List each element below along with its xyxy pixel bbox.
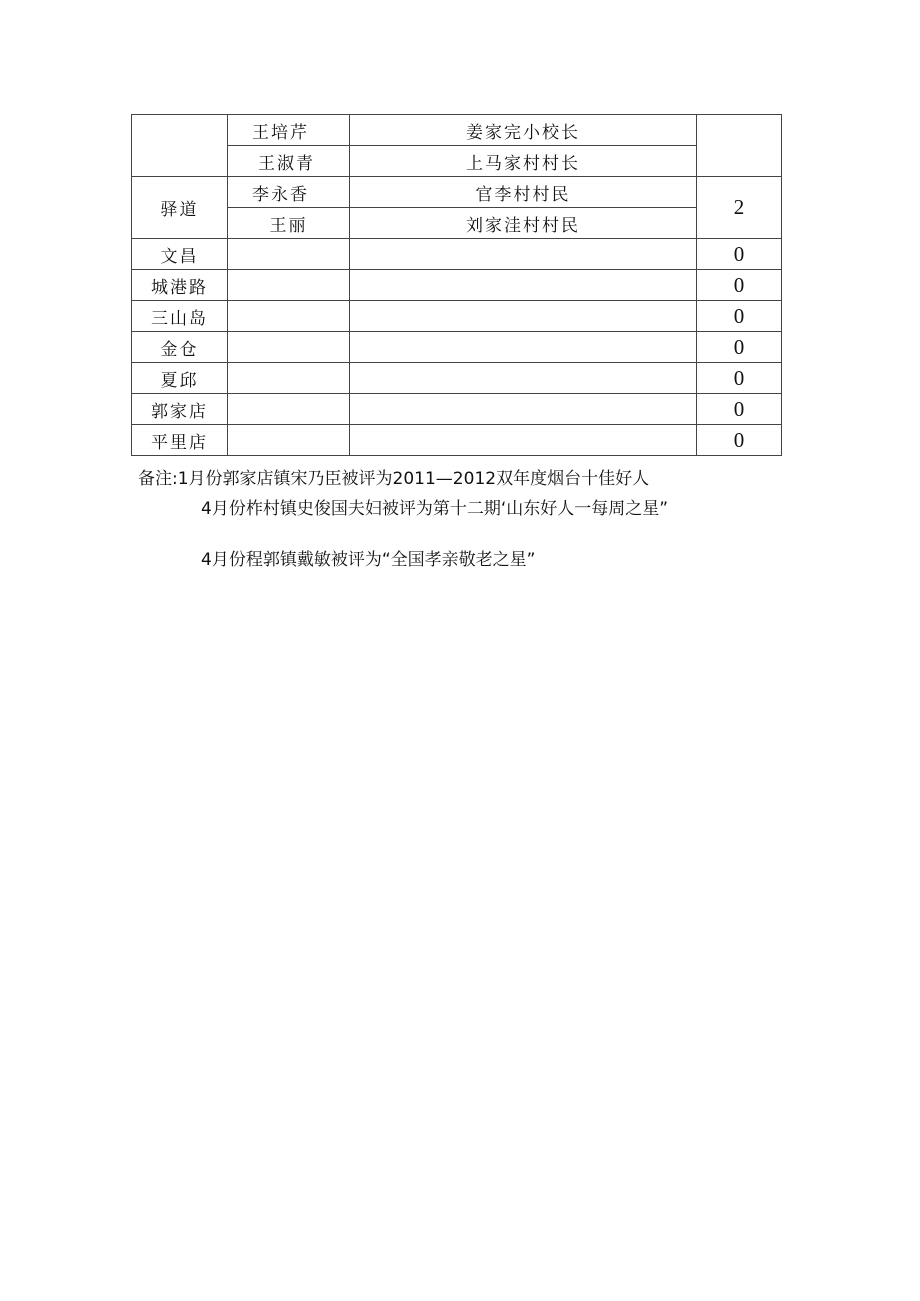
table-row bbox=[132, 115, 782, 146]
title-cell: 刘家洼村村民 bbox=[350, 208, 697, 239]
count-cell: 0 bbox=[697, 332, 782, 363]
table-row bbox=[132, 177, 782, 208]
table-row bbox=[132, 301, 782, 332]
town-cell: 文昌 bbox=[132, 239, 228, 270]
remark-line-1: 备注:1月份郭家店镇宋乃臣被评为2011—2012双年度烟台十佳好人 bbox=[138, 469, 650, 489]
town-cell: 金仓 bbox=[132, 332, 228, 363]
title-cell: 上马家村村长 bbox=[350, 146, 697, 177]
name-cell bbox=[228, 301, 350, 332]
count-cell: 2 bbox=[697, 177, 782, 239]
count-cell: 0 bbox=[697, 270, 782, 301]
name-cell: 李永香 bbox=[228, 177, 350, 208]
title-cell bbox=[350, 301, 697, 332]
name-cell: 王淑青 bbox=[228, 146, 350, 177]
title-cell bbox=[350, 239, 697, 270]
name-cell bbox=[228, 332, 350, 363]
table-row bbox=[132, 363, 782, 394]
title-cell: 官李村村民 bbox=[350, 177, 697, 208]
table-row bbox=[132, 239, 782, 270]
town-cell: 城港路 bbox=[132, 270, 228, 301]
table-row bbox=[132, 425, 782, 456]
name-cell bbox=[228, 425, 350, 456]
town-cell: 平里店 bbox=[132, 425, 228, 456]
title-cell bbox=[350, 332, 697, 363]
table-row bbox=[132, 394, 782, 425]
title-cell bbox=[350, 270, 697, 301]
name-cell: 王培芹 bbox=[228, 115, 350, 146]
count-cell: 0 bbox=[697, 239, 782, 270]
count-cell: 0 bbox=[697, 394, 782, 425]
table-row bbox=[132, 332, 782, 363]
title-cell bbox=[350, 363, 697, 394]
town-cell: 三山岛 bbox=[132, 301, 228, 332]
table-row bbox=[132, 208, 782, 239]
name-cell bbox=[228, 363, 350, 394]
count-cell: 0 bbox=[697, 425, 782, 456]
town-cell: 驿道 bbox=[132, 177, 228, 239]
title-cell: 姜家完小校长 bbox=[350, 115, 697, 146]
honors-table bbox=[131, 114, 782, 456]
table-row bbox=[132, 270, 782, 301]
count-cell: 0 bbox=[697, 363, 782, 394]
town-cell: 郭家店 bbox=[132, 394, 228, 425]
remark-line-3: 4月份程郭镇戴敏被评为“全国孝亲敬老之星” bbox=[201, 550, 536, 570]
count-cell: 0 bbox=[697, 301, 782, 332]
name-cell: 王丽 bbox=[228, 208, 350, 239]
table-row bbox=[132, 146, 782, 177]
town-cell: 夏邱 bbox=[132, 363, 228, 394]
remark-line-2: 4月份柞村镇史俊国夫妇被评为第十二期‘山东好人一每周之星” bbox=[201, 499, 669, 519]
name-cell bbox=[228, 239, 350, 270]
count-cell bbox=[697, 115, 782, 177]
title-cell bbox=[350, 394, 697, 425]
title-cell bbox=[350, 425, 697, 456]
town-cell bbox=[132, 115, 228, 177]
name-cell bbox=[228, 394, 350, 425]
name-cell bbox=[228, 270, 350, 301]
